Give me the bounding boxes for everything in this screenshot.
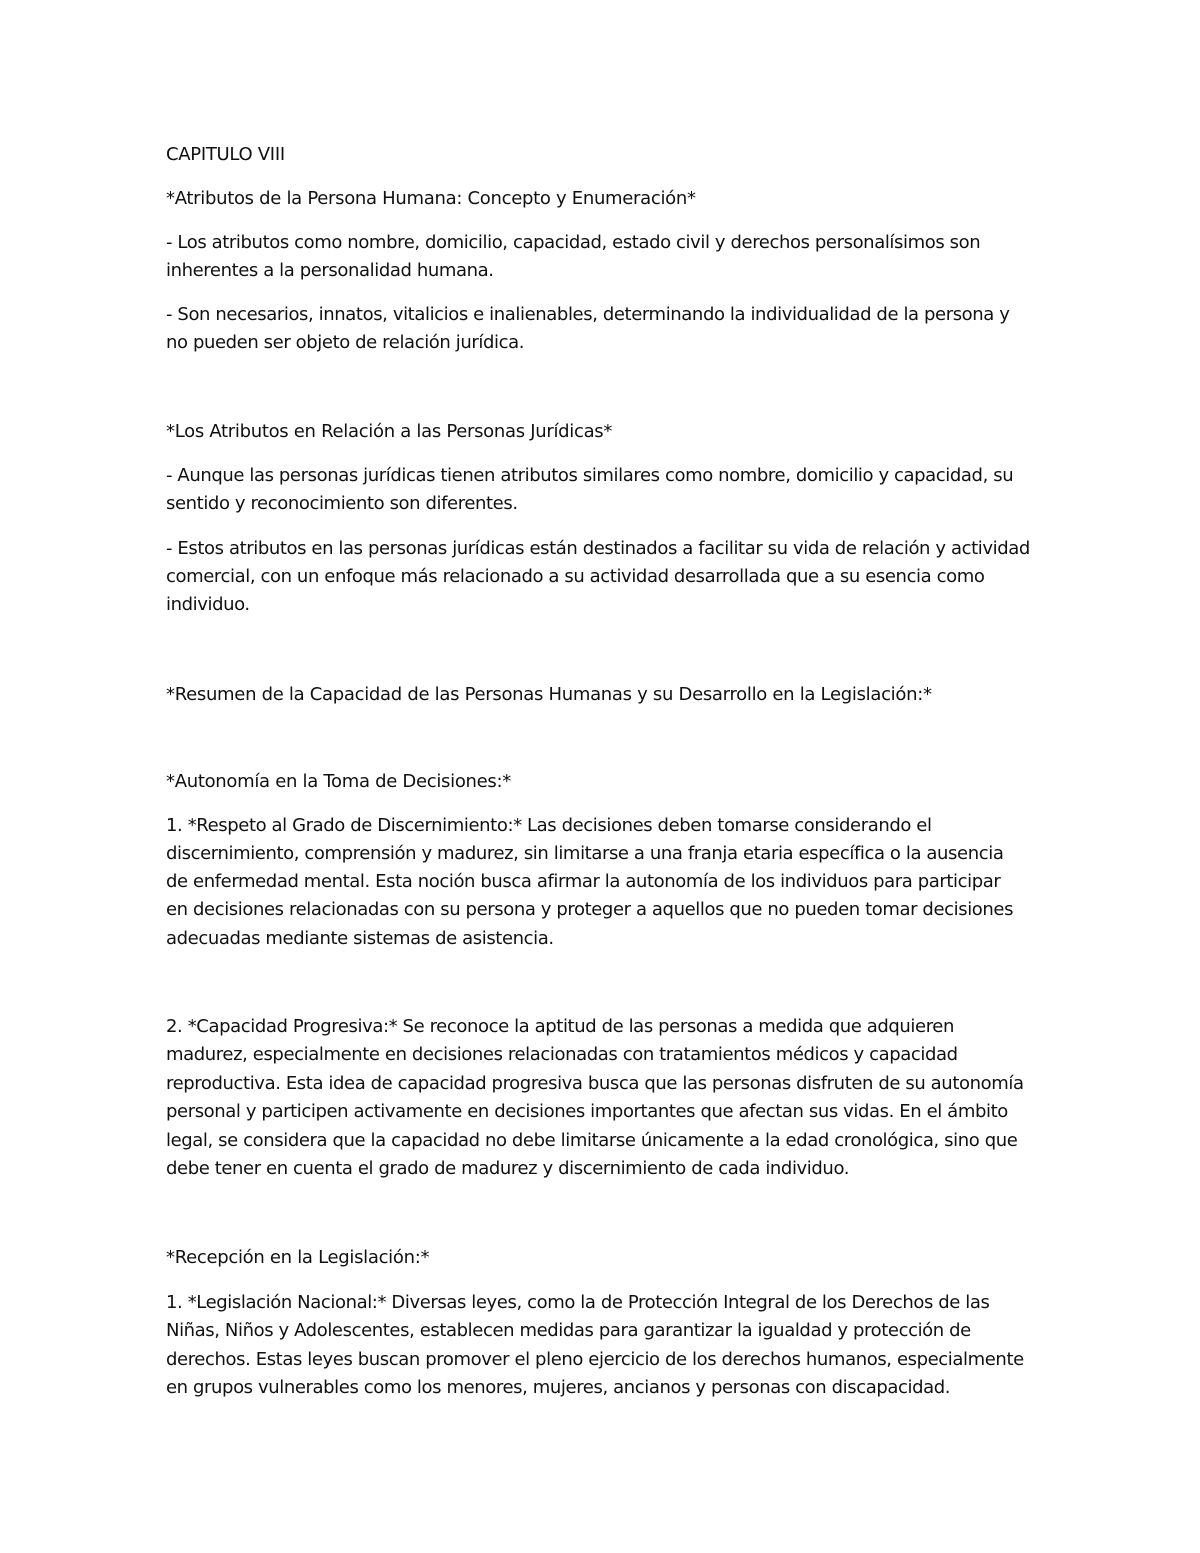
paragraph-line: inherentes a la personalidad humana. [166,260,494,281]
paragraph-line: - Estos atributos en las personas jurídicas están destinados a facilitar su vida de relación y actividad [166,538,1030,559]
list-item-line: reproductiva. Esta idea de capacidad progresiva busca que las personas disfruten de su autonomía [166,1073,1024,1094]
paragraph-line: no pueden ser objeto de relación jurídica. [166,332,525,353]
list-item-line: derechos. Estas leyes buscan promover el pleno ejercicio de los derechos humanos, especialmente [166,1349,1024,1370]
list-item-line: legal, se considera que la capacidad no debe limitarse únicamente a la edad cronológica, sino que [166,1130,1018,1151]
list-item-line: adecuadas mediante sistemas de asistencia. [166,928,554,949]
section-heading-resumen: *Resumen de la Capacidad de las Personas Humanas y su Desarrollo en la Legislación:* [166,684,932,705]
list-item-line: en grupos vulnerables como los menores, mujeres, ancianos y personas con discapacidad. [166,1377,951,1398]
paragraph-line: comercial, con un enfoque más relacionado a su actividad desarrollada que a su esencia como [166,566,985,587]
paragraph-line: sentido y reconocimiento son diferentes. [166,493,518,514]
section-heading-atributos: *Atributos de la Persona Humana: Concepto y Enumeración* [166,188,696,209]
paragraph-line: - Son necesarios, innatos, vitalicios e inalienables, determinando la individualidad de la persona y [166,304,1010,325]
document-page [166,0,1036,1553]
list-item-line: en decisiones relacionadas con su persona y proteger a aquellos que no pueden tomar decisiones [166,899,1014,920]
list-item-line: 2. *Capacidad Progresiva:* Se reconoce la aptitud de las personas a medida que adquieren [166,1016,954,1037]
paragraph-line: - Aunque las personas jurídicas tienen atributos similares como nombre, domicilio y capacidad, su [166,465,1014,486]
chapter-title: CAPITULO VIII [166,144,285,165]
section-heading-juridicas: *Los Atributos en Relación a las Personas Jurídicas* [166,421,613,442]
list-item-line: discernimiento, comprensión y madurez, sin limitarse a una franja etaria específica o la ausencia [166,843,1004,864]
list-item-line: personal y participen activamente en decisiones importantes que afectan sus vidas. En el ámbito [166,1101,1008,1122]
paragraph-line: - Los atributos como nombre, domicilio, capacidad, estado civil y derechos personalísimos son [166,232,981,253]
list-item-line: de enfermedad mental. Esta noción busca afirmar la autonomía de los individuos para participar [166,871,1001,892]
list-item-line: 1. *Respeto al Grado de Discernimiento:* Las decisiones deben tomarse considerando el [166,815,932,836]
list-item-line: debe tener en cuenta el grado de madurez y discernimiento de cada individuo. [166,1158,850,1179]
list-item-line: madurez, especialmente en decisiones relacionadas con tratamientos médicos y capacidad [166,1044,958,1065]
section-heading-autonomia: *Autonomía en la Toma de Decisiones:* [166,771,511,792]
section-heading-recepcion: *Recepción en la Legislación:* [166,1247,430,1268]
list-item-line: Niñas, Niños y Adolescentes, establecen medidas para garantizar la igualdad y protección de [166,1320,971,1341]
list-item-line: 1. *Legislación Nacional:* Diversas leyes, como la de Protección Integral de los Derechos de las [166,1292,990,1313]
paragraph-line: individuo. [166,594,250,615]
